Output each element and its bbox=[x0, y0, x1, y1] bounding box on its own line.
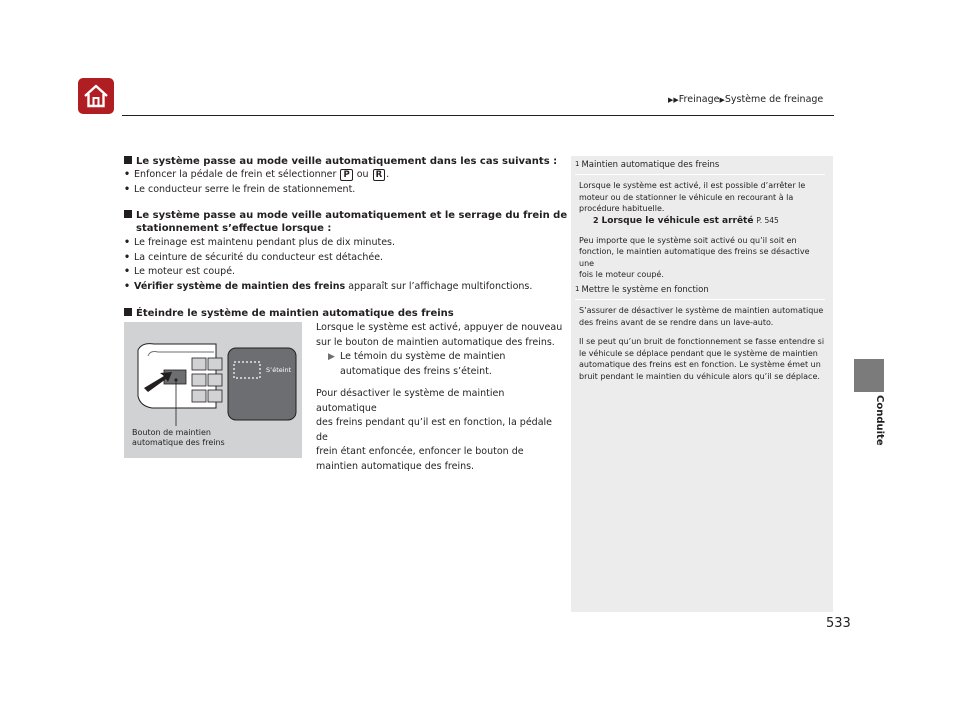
list-item: • Le freinage est maintenu pendant plus de dix minutes. bbox=[124, 236, 532, 251]
list-item: • Enfoncer la pédale de frein et sélectionner P ou R . bbox=[124, 168, 389, 183]
note-box-activate bbox=[575, 284, 825, 382]
key-p-badge: P bbox=[340, 169, 352, 181]
breadcrumb-arrow-icon: ▶ bbox=[719, 96, 725, 104]
section-square-icon bbox=[124, 210, 132, 218]
note-heading: 1 Mettre le système en fonction bbox=[575, 285, 709, 295]
list-item: • La ceinture de sécurité du conducteur est détachée. bbox=[124, 251, 532, 266]
page-number: 533 bbox=[826, 616, 851, 631]
result-arrow-icon: ▶ bbox=[328, 352, 335, 362]
note-heading: 1 Maintien automatique des freins bbox=[575, 160, 720, 170]
chapter-tab[interactable] bbox=[854, 359, 884, 392]
note-box-brake-hold bbox=[575, 159, 825, 281]
breadcrumb-link-freinage[interactable]: Freinage bbox=[678, 94, 720, 105]
list-item: • Le conducteur serre le frein de stationnement. bbox=[124, 183, 389, 198]
list-item: • Le moteur est coupé. bbox=[124, 265, 532, 280]
header-divider bbox=[122, 115, 834, 116]
note-body: Lorsque le système est activé, il est possible d’arrêter le moteur ou de stationner le véhicule en recourant à la procédure habituelle. 2 Lorsque le véhicule est arrêté P. 545 Peu importe que le système soit activé ou qu’il soit en fonction, le maintien automatique des freins se désactive une fois le moteur coupé. bbox=[575, 180, 825, 281]
list-item: • Vérifier système de maintien des freins apparaît sur l’affichage multifonctions. bbox=[124, 280, 532, 295]
breadcrumb-current: Système de freinage bbox=[724, 94, 824, 105]
standby-conditions-list bbox=[124, 168, 389, 197]
section-title-standby: Le système passe au mode veille automatiquement dans les cas suivants : bbox=[124, 155, 557, 168]
note-divider bbox=[575, 299, 825, 300]
note-divider bbox=[575, 174, 825, 175]
section-square-icon bbox=[124, 308, 132, 316]
parking-brake-conditions-list bbox=[124, 236, 532, 294]
chapter-tab-label: Conduite bbox=[874, 395, 885, 446]
breadcrumb bbox=[668, 94, 823, 105]
brake-hold-figure bbox=[124, 322, 302, 458]
section-title-turn-off: Éteindre le système de maintien automatique des freins bbox=[124, 307, 454, 320]
cross-reference[interactable]: 2 Lorsque le véhicule est arrêté P. 545 bbox=[593, 215, 779, 226]
section-square-icon bbox=[124, 156, 132, 164]
key-r-badge: R bbox=[373, 169, 386, 181]
notes-sidebar bbox=[571, 156, 833, 612]
home-button[interactable] bbox=[78, 78, 114, 114]
home-icon bbox=[82, 83, 110, 109]
note-body: S’assurer de désactiver le système de maintien automatique des freins avant de se rendre dans un lave-auto. Il se peut qu’un bruit de fonctionnement se fasse entendre si le véhicule se déplace pendant que le système de maintien automatique des freins est en fonction. Le système émet un bruit pendant le maintien du véhicule alors qu’il se déplace. bbox=[579, 306, 825, 381]
indicator-off-label: S’éteint bbox=[266, 366, 292, 374]
turn-off-instructions: Lorsque le système est activé, appuyer de nouveau sur le bouton de maintien automatique des freins. ▶ Le témoin du système de maintien automatique des freins s’éteint. Pour désactiver le système de maintien automatique des freins pendant qu’il est en fonction, la pédale de frein étant enfoncée, enfoncer le bouton de maintien automatique des freins. bbox=[316, 322, 563, 472]
figure-caption: Bouton de maintien automatique des freins bbox=[132, 428, 225, 447]
breadcrumb-arrow-icon: ▶▶ bbox=[668, 96, 679, 104]
section-title-parking-brake: Le système passe au mode veille automatiquement et le serrage du frein de stationnement s’effectue lorsque : bbox=[124, 209, 567, 235]
